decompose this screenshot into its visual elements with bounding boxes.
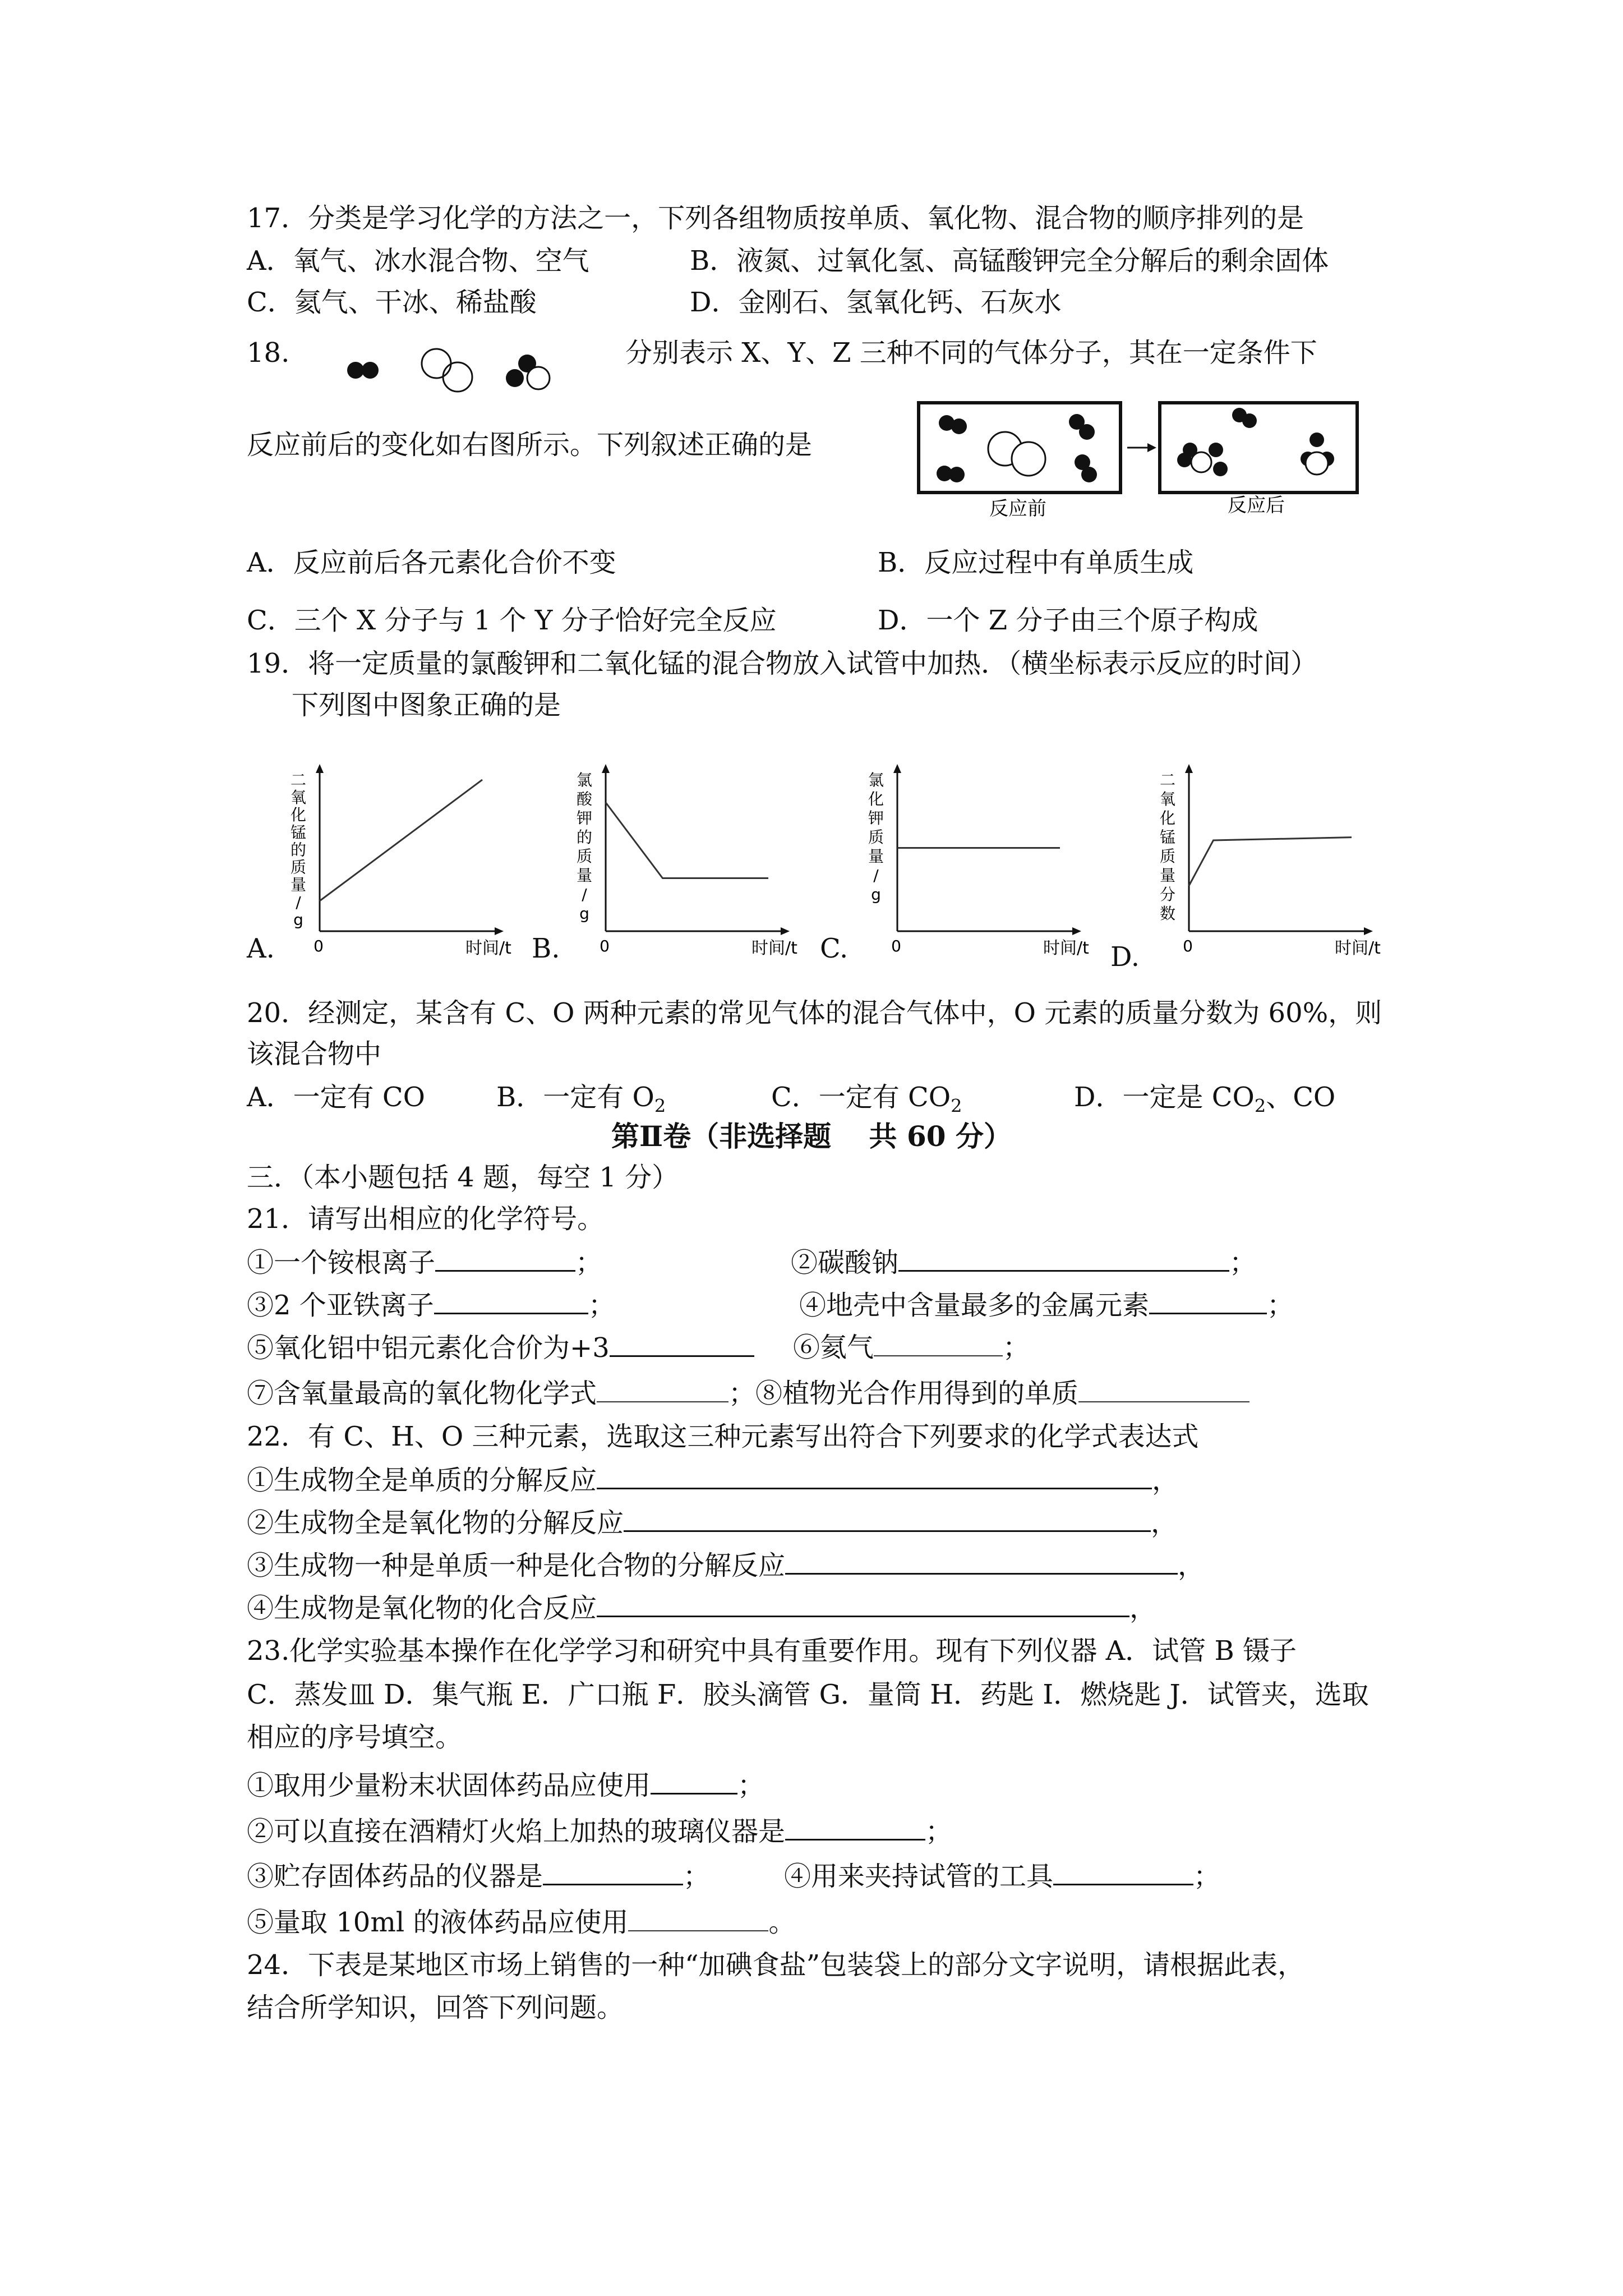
answer-blank[interactable] [898,1244,1229,1272]
x-axis-label: 时间/t [1335,938,1381,958]
y-axis-label-char: 质 [1159,847,1176,866]
chart-a [280,746,538,959]
origin-label: 0 [1183,937,1193,955]
reaction-diagram [909,393,1368,522]
y-axis-label-char: g [579,904,589,923]
reaction-arrow [1127,443,1156,452]
series-line [606,803,768,878]
q21-stem: 21．请写出相应的化学符号。 [247,1203,605,1235]
x-axis-arrow [781,927,790,935]
y-axis-label-char: 量 [1159,866,1176,885]
after-box [1160,403,1357,493]
q23-stem-3: 相应的序号填空。 [247,1722,463,1753]
answer-blank[interactable] [785,1547,1178,1575]
chart-b-letter: B. [532,933,560,964]
q21-item-7: ⑦含氧量最高的氧化物化学式 ；⑧植物光合作用得到的单质 [247,1375,1249,1411]
y-axis-label-char: 二 [1159,771,1176,789]
q20-option-c: C．一定有 $CO_2$ [771,1082,962,1117]
q21-item-2: ②碳酸钠 ； [791,1244,1256,1280]
chart-c [858,746,1116,959]
answer-blank[interactable] [628,1904,768,1931]
y-axis-label-char: / [582,885,587,904]
molecule-x-icon [347,362,379,379]
answer-blank[interactable] [597,1375,728,1402]
q18-option-d: D．一个 Z 分子由三个原子构成 [878,605,1258,636]
y-axis-label-char: / [873,866,879,885]
y-axis-label-char: 量 [868,847,884,866]
q21-item-3: ③2 个亚铁离子 ； [247,1287,615,1323]
q23-item-3: ③贮存固体药品的仪器是 ； [247,1858,710,1894]
y-axis-label-char: 分 [1159,885,1176,904]
series-line [320,780,482,901]
answer-blank[interactable] [1149,1287,1267,1314]
y-axis-label-char: 二 [290,771,307,789]
q23-stem: 23.化学实验基本操作在化学学习和研究中具有重要作用。现有下列仪器 A．试管 B 镊子 [247,1635,1297,1667]
q23-item-1: ①取用少量粉末状固体药品应使用 ； [247,1767,764,1803]
q17-option-b: B．液氮、过氧化氢、高锰酸钾完全分解后的剩余固体 [690,245,1329,277]
origin-label: 0 [891,937,901,955]
q24-stem-2: 结合所学知识，回答下列问题。 [247,1992,624,2023]
q18-option-a: A．反应前后各元素化合价不变 [247,547,616,578]
answer-blank[interactable] [597,1462,1152,1489]
answer-blank[interactable] [434,1287,588,1314]
y-axis-label-char: 氯 [576,771,593,789]
q19-stem: 19．将一定质量的氯酸钾和二氧化锰的混合物放入试管中加热．（横坐标表示反应的时间） [247,648,1318,679]
q22-item-4: ④生成物是氧化物的化合反应 ， [247,1590,1156,1626]
chart-a-letter: A. [247,933,275,964]
series-line [1189,838,1352,886]
q21-item-6: ⑥氦气 ； [793,1329,1030,1365]
q18-option-c: C．三个 X 分子与 1 个 Y 分子恰好完全反应 [247,605,777,636]
x-axis-arrow [495,927,504,935]
q22-item-1: ①生成物全是单质的分解反应 ， [247,1462,1179,1498]
answer-blank[interactable] [651,1767,737,1795]
q23-item-4: ④用来夹持试管的工具 ； [784,1858,1220,1894]
y-axis-label-char: 锰 [290,823,307,842]
y-axis-label-char: 氯 [868,771,884,789]
origin-label: 0 [600,937,610,955]
q17-option-d: D．金刚石、氢氧化钙、石灰水 [690,287,1062,318]
chart-c-letter: C. [820,933,849,964]
answer-blank[interactable] [543,1858,683,1885]
q23-stem-2: C．蒸发皿 D．集气瓶 E．广口瓶 F．胶头滴管 G．量筒 H．药匙 I．燃烧匙 J．试管夹，选取 [247,1679,1369,1710]
y-axis-label-char: 化 [1159,809,1176,827]
answer-blank[interactable] [624,1504,1151,1532]
y-axis-label-char: g [871,885,881,904]
q18-stem-2: 反应前后的变化如右图所示。下列叙述正确的是 [247,429,813,461]
q20-option-d: D．一定是 $CO_2$、CO [1074,1082,1336,1117]
q18-stem: 分别表示 X、Y、Z 三种不同的气体分子，其在一定条件下 [625,337,1317,369]
answer-blank[interactable] [1053,1858,1193,1885]
molecule-y-icon [422,349,472,392]
y-axis-label-char: 量 [290,875,307,894]
q21-item-1: ①一个铵根离子 ； [247,1244,602,1280]
y-axis-arrow [893,764,901,773]
q18-number: 18. [247,337,290,369]
q20-option-b: B．一定有 $O_2$ [496,1082,666,1117]
y-axis-label-char: 钾 [576,809,593,827]
after-label: 反应后 [1228,494,1285,517]
q17-option-c: C．氦气、干冰、稀盐酸 [247,287,537,318]
molecule-z-icon [506,355,550,389]
y-axis-label-char: 的 [290,840,307,859]
chart-d [1150,746,1408,959]
answer-blank[interactable] [597,1590,1129,1617]
q23-item-5: ⑤量取 10ml 的液体药品应使用 。 [247,1904,795,1940]
y-axis-label-char: 质 [290,858,307,877]
before-box [919,403,1121,493]
section-2-title: 第Ⅱ卷（非选择题 共 60 分） [611,1120,1012,1153]
y-axis-arrow [1185,764,1193,773]
chart-b [566,746,824,959]
y-axis-label-char: / [296,892,301,912]
x-axis-label: 时间/t [1043,938,1089,958]
y-axis-label-char: 氧 [1159,790,1176,808]
q21-item-4: ④地壳中含量最多的金属元素 ； [799,1287,1294,1323]
x-axis-arrow [1072,927,1081,935]
y-axis-arrow [602,764,610,773]
q20-option-a: A．一定有 CO [247,1082,426,1113]
q23-item-2: ②可以直接在酒精灯火焰上加热的玻璃仪器是 ； [247,1813,952,1849]
answer-blank[interactable] [1078,1375,1249,1402]
answer-blank[interactable] [610,1329,754,1357]
answer-blank[interactable] [435,1244,575,1272]
y-axis-label-char: g [293,910,303,929]
molecule-legend [336,337,628,398]
q24-stem: 24．下表是某地区市场上销售的一种“加碘食盐”包装袋上的部分文字说明，请根据此表， [247,1949,1305,1981]
q18-option-b: B．反应过程中有单质生成 [878,547,1194,578]
x-axis-label: 时间/t [465,938,511,958]
y-axis-label-char: 的 [576,828,593,846]
y-axis-label-char: 化 [868,790,884,808]
q22-item-3: ③生成物一种是单质一种是化合物的分解反应 ， [247,1547,1205,1583]
before-label: 反应前 [989,498,1046,520]
y-axis-label-char: 质 [576,847,593,866]
q22-item-2: ②生成物全是氧化物的分解反应 ， [247,1504,1178,1540]
q20-stem-2: 该混合物中 [247,1038,382,1070]
y-axis-label-char: 氧 [290,788,307,807]
part-3-header: 三．（本小题包括 4 题，每空 1 分） [247,1162,679,1193]
q17-option-a: A．氧气、冰水混合物、空气 [247,245,589,277]
answer-blank[interactable] [785,1813,925,1841]
y-axis-label-char: 数 [1159,904,1176,923]
y-axis-label-char: 钾 [868,809,884,827]
q22-stem: 22．有 C、H、O 三种元素，选取这三种元素写出符合下列要求的化学式表达式 [247,1421,1199,1452]
q19-stem-2: 下列图中图象正确的是 [292,689,561,721]
answer-blank[interactable] [874,1329,1003,1356]
y-axis-label-char: 质 [868,828,884,846]
q20-stem: 20．经测定，某含有 C、O 两种元素的常见气体的混合气体中，O 元素的质量分数为 60%，则 [247,997,1382,1029]
q17-stem: 17．分类是学习化学的方法之一，下列各组物质按单质、氧化物、混合物的顺序排列的是 [247,203,1304,234]
q21-item-5: ⑤氧化铝中铝元素化合价为+3 [247,1329,754,1365]
origin-label: 0 [313,937,324,955]
y-axis-label-char: 酸 [576,790,593,808]
y-axis-label-char: 锰 [1159,828,1176,846]
y-axis-label-char: 量 [576,866,593,885]
y-axis-arrow [316,764,324,773]
chart-d-letter: D. [1110,941,1140,973]
x-axis-label: 时间/t [751,938,797,958]
x-axis-arrow [1364,927,1373,935]
y-axis-label-char: 化 [290,806,307,825]
